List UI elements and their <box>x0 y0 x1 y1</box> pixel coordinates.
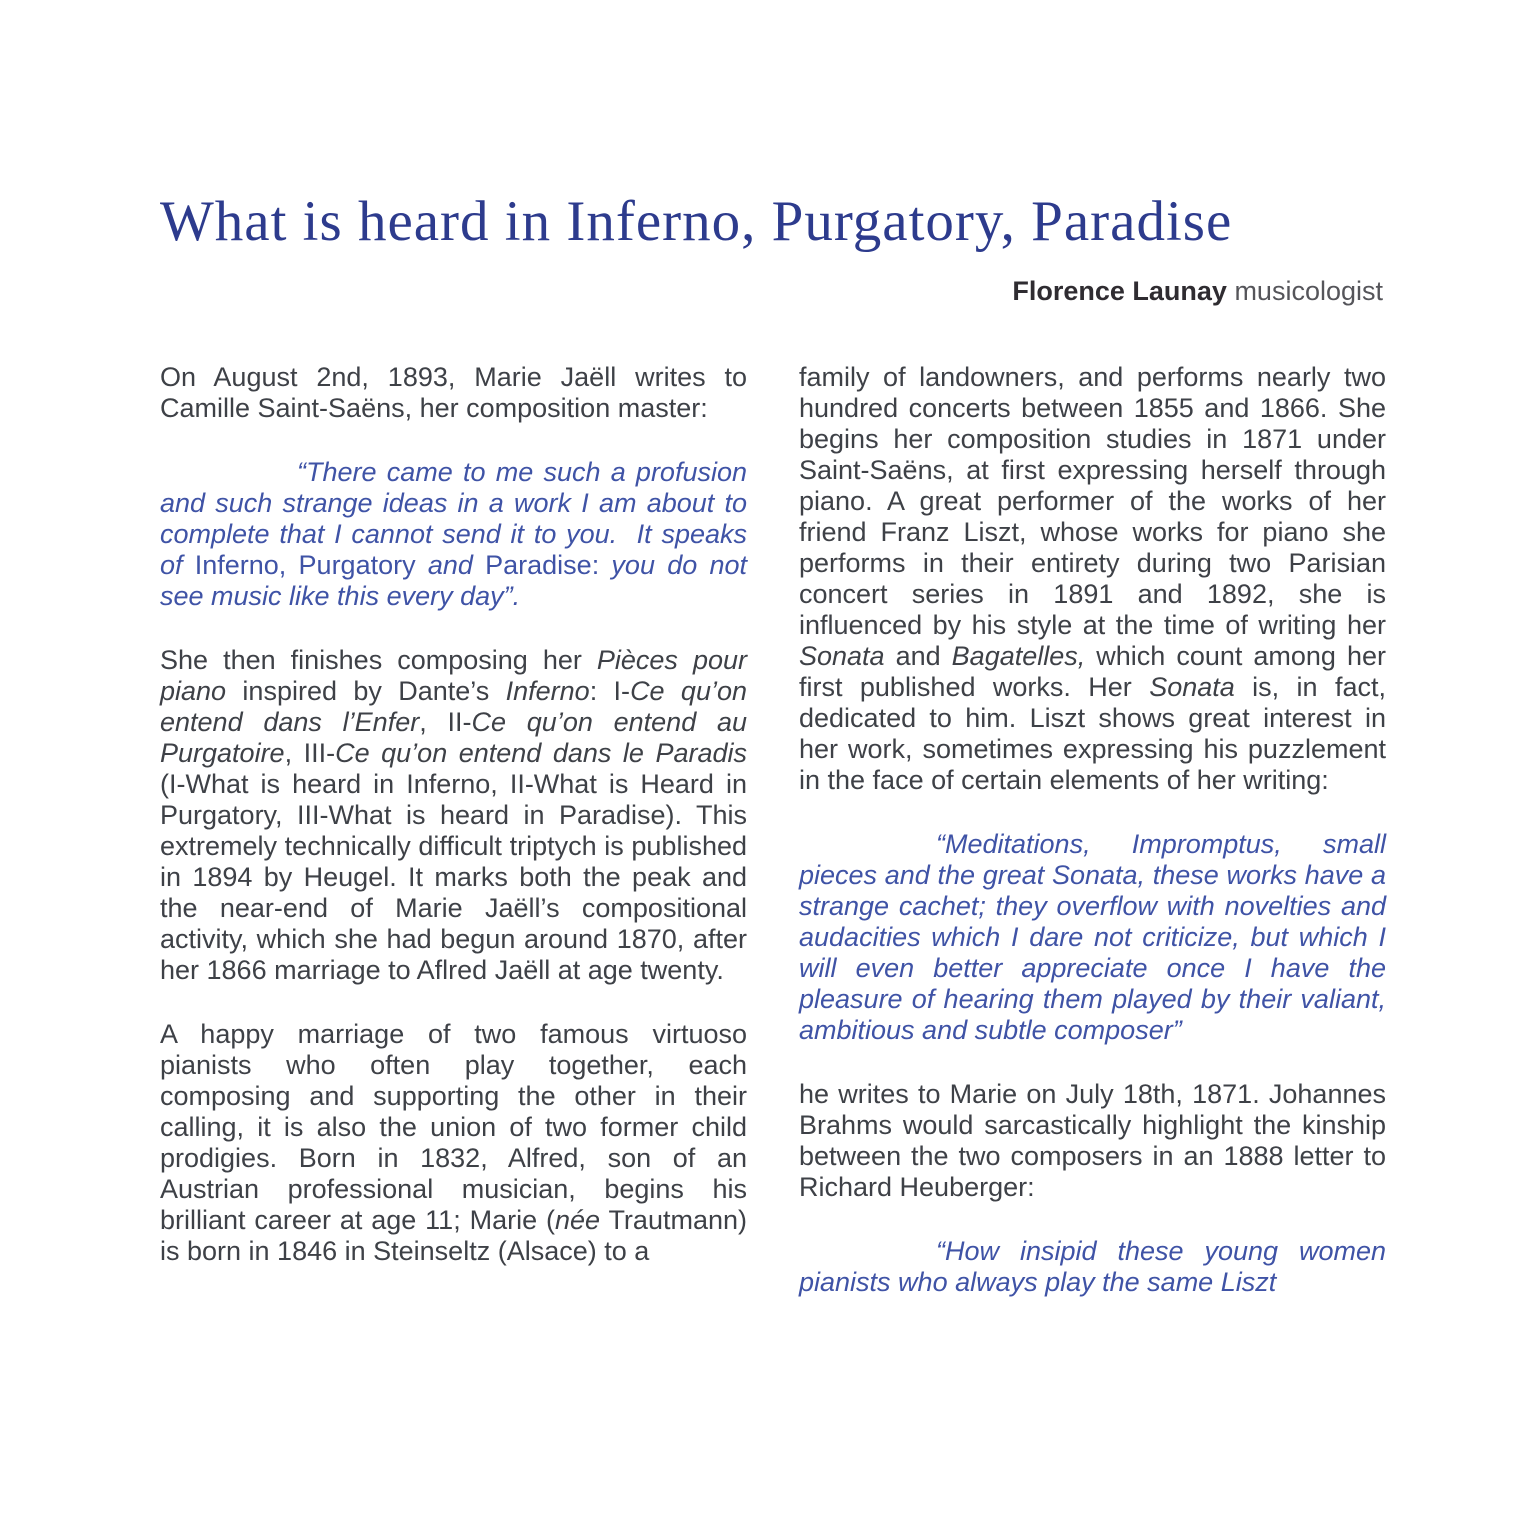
author-role: musicologist <box>1234 276 1383 306</box>
text-segment: and <box>415 550 486 580</box>
paragraph <box>160 1019 747 1267</box>
text-segment: he writes to Marie on July 18th, 1871. Johannes Brahms would sarcastically highlight the kinship between the two composers in an 1888 letter to Richard Heuberger: <box>799 1079 1386 1202</box>
text-segment: Sonata <box>799 641 885 671</box>
text-segment: “There came to me such a profusion and such strange ideas in a work I am about to complete that I cannot send it to you. It speaks of <box>160 457 747 580</box>
text-segment: Paradise: <box>485 550 600 580</box>
text-segment: inspired by Dante’s <box>226 676 506 706</box>
right-column <box>799 362 1386 1298</box>
author-name: Florence Launay <box>1012 276 1227 306</box>
text-segment: A happy marriage of two famous virtuoso pianists who often play together, each composing and supporting the other in their calling, it is also the union of two former child prodigies. Born in 1832, Alfred, son of an Austrian professional musician, begins his brilliant career at age 11; Marie ( <box>160 1019 747 1235</box>
text-segment: Inferno <box>505 676 590 706</box>
text-segment: : I- <box>589 676 631 706</box>
text-segment: Ce qu’on entend dans le Paradis <box>335 738 748 768</box>
text-segment: Ce qu’on entend au Purgatoire <box>160 707 748 768</box>
blockquote <box>799 829 1386 1046</box>
text-segment: née <box>554 1205 601 1235</box>
text-segment: Ce qu’on entend dans l’Enfer <box>160 676 747 737</box>
text-segment: family of landowners, and performs nearly two hundred concerts between 1855 and 1866. She begins her composition studies in 1871 under Saint-Saëns, at first expressing herself through piano. A great performer of the works of her friend Franz Liszt, whose works for piano she performs in their entirety during two Parisian concert series in 1891 and 1892, she is influenced by his style at the time of writing her <box>799 362 1386 640</box>
text-segment: and <box>884 641 952 671</box>
text-segment: “Meditations, Impromptus, small pieces and the great Sonata, these works have a strange cachet; they overflow with novelties and audacities which I dare not criticize, but which I will even better appreciate once I have the pleasure of hearing them played by their valiant, ambitious and subtle composer” <box>799 829 1386 1045</box>
text-segment: (I-What is heard in Inferno, II-What is Heard in Purgatory, III-What is heard in Paradise). This extremely technically difficult triptych is published in 1894 by Heugel. It marks both the peak and the near-end of Marie Jaëll’s compositional activity, which she had begun around 1870, after her 1866 marriage to Aflred Jaëll at age twenty. <box>160 769 747 985</box>
text-segment: , II- <box>419 707 472 737</box>
byline <box>160 276 1383 307</box>
paragraph <box>799 1079 1386 1203</box>
text-segment: is, in fact, dedicated to him. Liszt shows great interest in her work, sometimes expressing his puzzlement in the face of certain elements of her writing: <box>799 672 1386 795</box>
paragraph <box>160 362 747 424</box>
text-segment: She then finishes composing her <box>160 645 597 675</box>
blockquote <box>160 457 747 612</box>
text-segment: you do not see music like this every day”. <box>160 550 747 611</box>
text-segment: which count among her first published works. Her <box>799 641 1386 702</box>
text-segment: Bagatelles, <box>951 641 1086 671</box>
paragraph <box>799 362 1386 796</box>
text-segment: Pièces pour piano <box>160 645 747 706</box>
text-columns <box>160 362 1386 1298</box>
text-segment: Trautmann) is born in 1846 in Steinseltz (Alsace) to a <box>160 1205 747 1266</box>
text-segment: On August 2nd, 1893, Marie Jaëll writes to Camille Saint-Saëns, her composition master: <box>160 362 747 423</box>
text-segment: Inferno, Purgatory <box>194 550 416 580</box>
page-title: What is heard in Inferno, Purgatory, Paradise <box>160 190 1233 254</box>
blockquote <box>799 1236 1386 1298</box>
text-segment: Sonata <box>1149 672 1235 702</box>
left-column <box>160 362 747 1298</box>
text-segment: , III- <box>284 738 336 768</box>
paragraph <box>160 645 747 986</box>
text-segment: “How insipid these young women pianists who always play the same Liszt <box>799 1236 1386 1297</box>
